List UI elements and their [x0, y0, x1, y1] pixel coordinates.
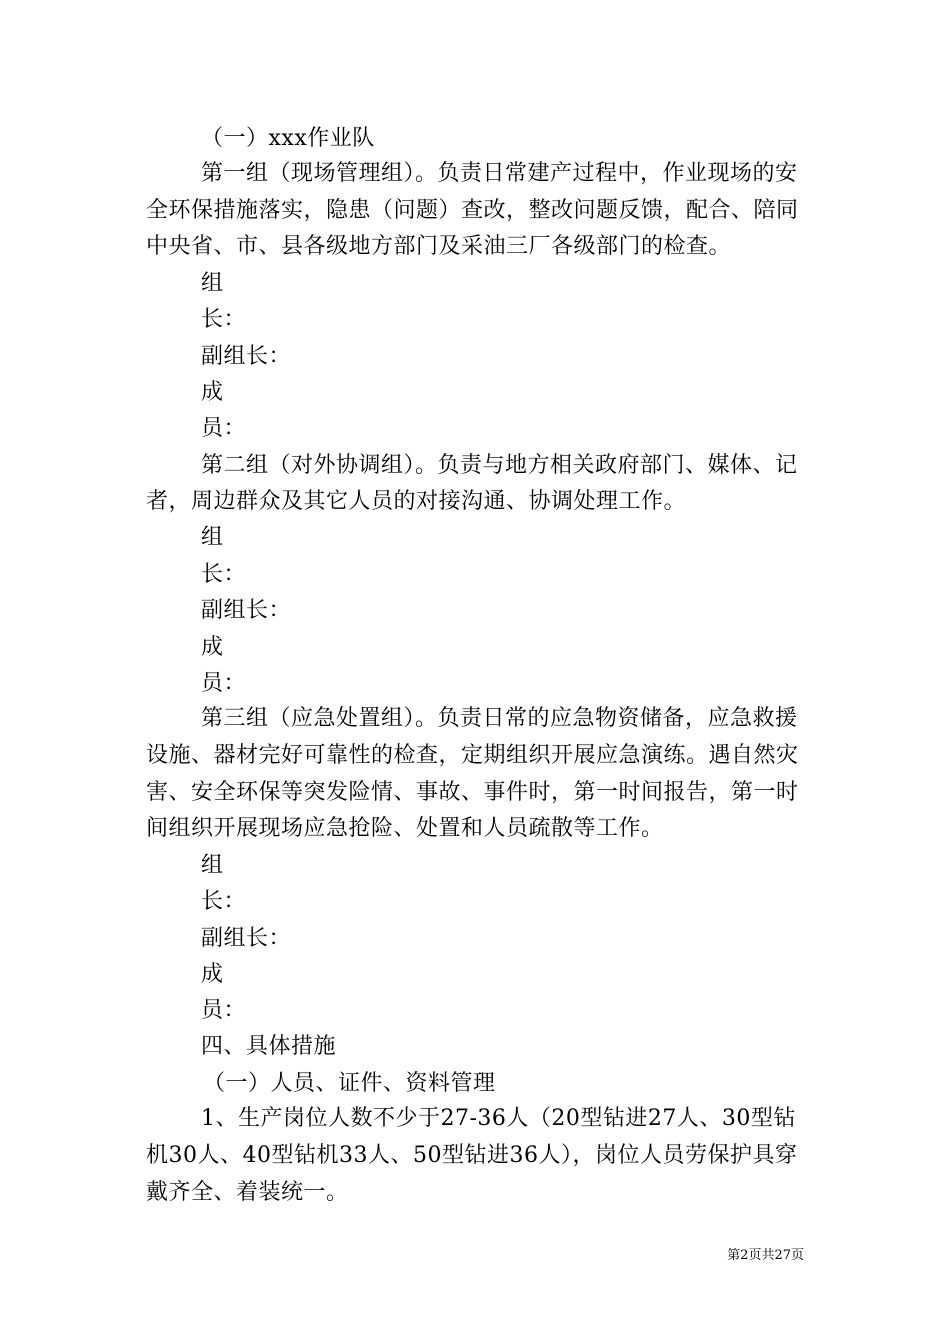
- paragraph-line: 者，周边群众及其它人员的对接沟通、协调处理工作。: [146, 489, 687, 514]
- paragraph-line: 间组织开展现场应急抢险、处置和人员疏散等工作。: [146, 816, 664, 841]
- field-label: 员：: [201, 998, 247, 1023]
- field-label: 组: [201, 525, 224, 550]
- paragraph-line: 设施、器材完好可靠性的检查，定期组织开展应急演练。遇自然灾: [146, 743, 799, 768]
- paragraph-line: 第一组（现场管理组）。负责日常建产过程中，作业现场的安: [201, 161, 798, 186]
- page-number: 第2页共27页: [727, 1248, 804, 1263]
- paragraph-line: 全环保措施落实，隐患（问题）查改，整改问题反馈，配合、陪同: [146, 198, 799, 223]
- paragraph-line: 第二组（对外协调组）。负责与地方相关政府部门、媒体、记: [201, 453, 798, 478]
- field-label: 员：: [201, 671, 247, 696]
- field-label: 长：: [201, 562, 247, 587]
- field-label: 副组长：: [201, 598, 292, 623]
- paragraph-line: 戴齐全、着装统一。: [146, 1180, 349, 1205]
- field-label: 成: [201, 962, 224, 987]
- field-label: 员：: [201, 416, 247, 441]
- field-label: 组: [201, 271, 224, 296]
- section-heading: （一）人员、证件、资料管理: [203, 1071, 496, 1096]
- paragraph-line: 1、生产岗位人数不少于27-36人（20型钻进27人、30型钻: [201, 1106, 796, 1131]
- field-label: 副组长：: [201, 344, 292, 369]
- section-heading: （一）xxx作业队: [201, 126, 375, 151]
- paragraph-line: 机30人、40型钻机33人、50型钻进36人），岗位人员劳保护具穿: [146, 1143, 798, 1168]
- field-label: 成: [201, 635, 224, 660]
- field-label: 组: [201, 853, 224, 878]
- paragraph-line: 中央省、市、县各级地方部门及采油三厂各级部门的检查。: [146, 234, 732, 259]
- field-label: 副组长：: [201, 926, 292, 951]
- paragraph-line: 害、安全环保等突发险情、事故、事件时，第一时间报告，第一时: [146, 780, 799, 805]
- field-label: 长：: [201, 307, 247, 332]
- paragraph-line: 第三组（应急处置组）。负责日常的应急物资储备，应急救援: [201, 706, 798, 731]
- section-heading: 四、具体措施: [201, 1034, 337, 1059]
- field-label: 长：: [201, 889, 247, 914]
- field-label: 成: [201, 380, 224, 405]
